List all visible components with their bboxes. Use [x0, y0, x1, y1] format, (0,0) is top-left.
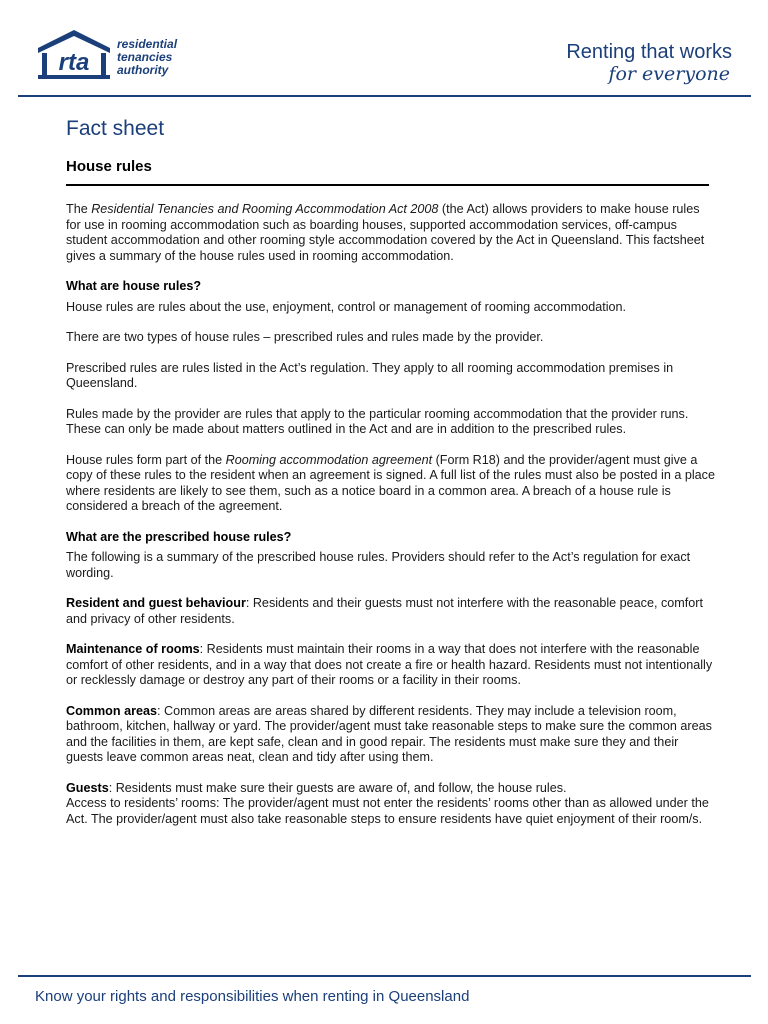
tagline-line1: Renting that works — [566, 41, 732, 63]
paragraph: House rules are rules about the use, enjoyment, control or management of rooming accommodation. — [66, 299, 627, 314]
page-title: House rules — [66, 158, 152, 175]
rule-extra: Access to residents’ rooms: The provider/agent must not enter the residents’ rooms other than as allowed under the Act. The provider/agent must also take reasonable steps to ensure residents have quiet enjoyment of their room/s. — [66, 796, 709, 826]
rta-logo — [36, 26, 176, 82]
rule-term: Guests — [66, 780, 109, 795]
header-divider — [18, 95, 751, 97]
act-name: Residential Tenancies and Rooming Accommodation Act 2008 — [91, 202, 439, 216]
logo-mark: rta — [58, 49, 90, 76]
section-heading: What are the prescribed house rules? — [66, 529, 292, 544]
rule-item: Maintenance of rooms: Residents must maintain their rooms in a way that does not interfere with the reasonable comfort of other residents, and in a way that does not create a fire or health hazard. Residents must not intentionally or recklessly damage or destroy any part of their rooms or a facility in their rooms. — [66, 642, 713, 687]
intro-paragraph: The Residential Tenancies and Rooming Accommodation Act 2008 (the Act) allows providers to make house rules for use in rooming accommodation such as boarding houses, supported accommodation services, off-campus student accommodation and other rooming style accommodation covered by the Act in Queensland. This factsheet gives a summary of the house rules used in rooming accommodation. — [66, 202, 705, 263]
logo-text: residential tenancies authority — [117, 37, 178, 77]
tagline — [566, 41, 732, 85]
document-body — [66, 202, 716, 842]
doc-type: Fact sheet — [66, 117, 165, 140]
rule-item: Guests: Residents must make sure their guests are aware of, and follow, the house rules. Access to residents’ rooms: The provider/agent must not enter the residents’ rooms other than as allowed under the Act. The provider/agent must also take reasonable steps to ensure residents have quiet enjoyment of their room/s. — [66, 780, 709, 826]
rule-item: Resident and guest behaviour: Residents and their guests must not interfere with the reasonable peace, comfort and privacy of other residents. — [66, 596, 703, 626]
section-heading: What are house rules? — [66, 279, 202, 293]
rule-term: Resident and guest behaviour — [66, 596, 246, 610]
paragraph: Prescribed rules are rules listed in the Act’s regulation. They apply to all rooming accommodation premises in Queensland. — [66, 360, 674, 390]
paragraph: The following is a summary of the prescribed house rules. Providers should refer to the Act’s regulation for exact wording. — [66, 550, 691, 580]
page-header — [0, 0, 768, 97]
rule-term: Common areas — [66, 703, 157, 718]
paragraph: Rules made by the provider are rules that apply to the particular rooming accommodation that the provider runs. These can only be made about matters outlined in the Act and are in addition to the prescribed rules. — [66, 406, 689, 436]
form-name: Rooming accommodation agreement — [225, 452, 433, 467]
paragraph: There are two types of house rules – prescribed rules and rules made by the provider. — [66, 330, 544, 344]
title-divider — [66, 184, 709, 186]
footer-text: Know your rights and responsibilities when renting in Queensland — [35, 988, 470, 1005]
tagline-line2: for everyone — [608, 63, 730, 85]
rule-term: Maintenance of rooms — [66, 642, 200, 656]
house-logo-icon — [36, 26, 116, 82]
footer-divider — [18, 975, 751, 977]
paragraph: House rules form part of the Rooming accommodation agreement (Form R18) and the provider/agent must give a copy of these rules to the resident when an agreement is signed. A full list of the rules must also be posted in a place where residents are likely to see them, such as a notice board in a common area. A breach of a house rule is considered a breach of the agreement. — [66, 452, 715, 513]
rule-item: Common areas: Common areas are areas shared by different residents. They may include a television room, bathroom, kitchen, hallway or yard. The provider/agent must take reasonable steps to make sure the common areas and the facilities in them, are kept safe, clean and in good repair. The residents must make sure they and their guests leave common areas neat, clean and tidy after using them. — [66, 703, 712, 764]
